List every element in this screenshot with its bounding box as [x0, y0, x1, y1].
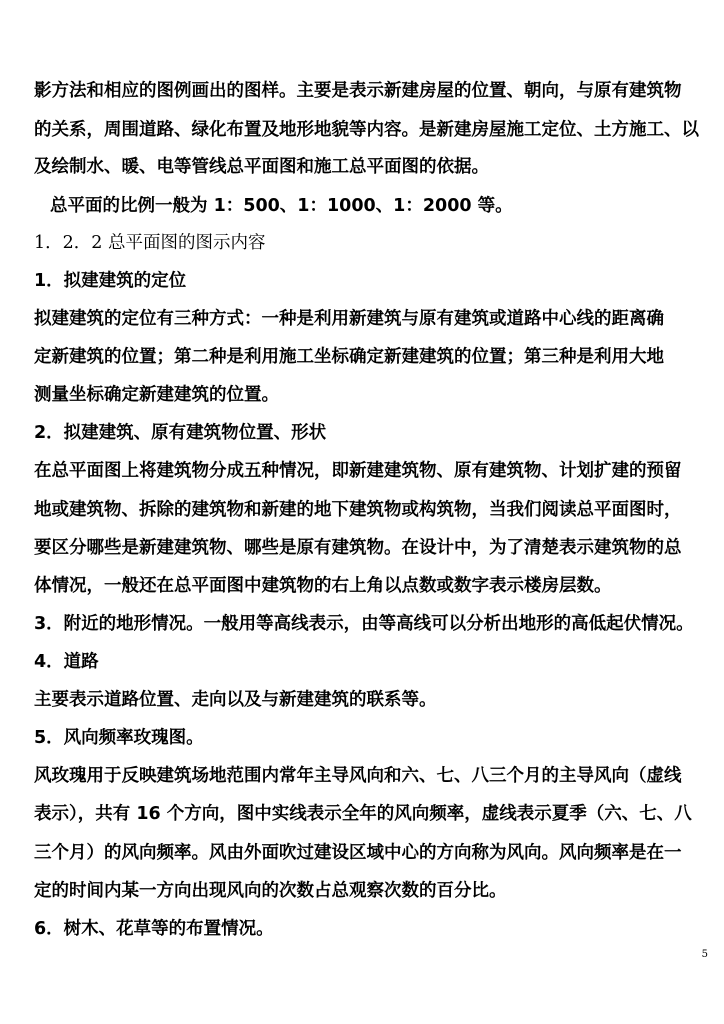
- body-text-line: 风玫瑰用于反映建筑场地范围内常年主导风向和六、七、八三个月的主导风向（虚线: [34, 766, 682, 786]
- body-text-line: 影方法和相应的图例画出的图样。主要是表示新建房屋的位置、朝向，与原有建筑物: [34, 81, 682, 101]
- subsection-heading: 5．风向频率玫瑰图。: [34, 728, 204, 748]
- subsection-heading: 4．道路: [34, 652, 99, 672]
- subsection-heading: 6．树木、花草等的布置情况。: [34, 919, 274, 939]
- body-text-line: 定的时间内某一方向出现风向的次数占总观察次数的百分比。: [34, 881, 507, 901]
- body-text-line: 在总平面图上将建筑物分成五种情况，即新建建筑物、原有建筑物、计划扩建的预留: [34, 461, 682, 481]
- subsection-heading: 2．拟建建筑、原有建筑物位置、形状: [34, 423, 327, 443]
- body-text-line: 三个月）的风向频率。风由外面吹过建设区域中心的方向称为风向。风向频率是在一: [34, 843, 682, 863]
- section-heading: 1．2．2 总平面图的图示内容: [34, 233, 266, 253]
- body-text-line: 测量坐标确定新建建筑的位置。: [34, 385, 279, 405]
- body-text-line: 要区分哪些是新建建筑物、哪些是原有建筑物。在设计中，为了清楚表示建筑物的总: [34, 538, 682, 558]
- scale-ratio-line: 总平面的比例一般为 1：500、1：1000、1：2000 等。: [50, 196, 513, 216]
- subsection-heading: 3．附近的地形情况。一般用等高线表示，由等高线可以分析出地形的高低起伏情况。: [34, 614, 694, 634]
- page-number: 5: [701, 949, 708, 960]
- body-text-line: 地或建筑物、拆除的建筑物和新建的地下建筑物或构筑物，当我们阅读总平面图时，: [34, 500, 682, 520]
- body-text-line: 拟建建筑的定位有三种方式：一种是利用新建筑与原有建筑或道路中心线的距离确: [34, 309, 664, 329]
- body-text-line: 的关系，周围道路、绿化布置及地形地貌等内容。是新建房屋施工定位、土方施工、以: [34, 120, 699, 140]
- body-text-line: 定新建筑的位置；第二种是利用施工坐标确定新建建筑的位置；第三种是利用大地: [34, 347, 664, 367]
- body-text-line: 及绘制水、暖、电等管线总平面图和施工总平面图的依据。: [34, 157, 489, 177]
- body-text-line: 主要表示道路位置、走向以及与新建建筑的联系等。: [34, 690, 437, 710]
- subsection-heading: 1．拟建建筑的定位: [34, 271, 187, 291]
- body-text-line: 体情况，一般还在总平面图中建筑物的右上角以点数或数字表示楼房层数。: [34, 576, 612, 596]
- body-text-line: 表示），共有 16 个方向，图中实线表示全年的风向频率，虚线表示夏季（六、七、八: [34, 804, 692, 824]
